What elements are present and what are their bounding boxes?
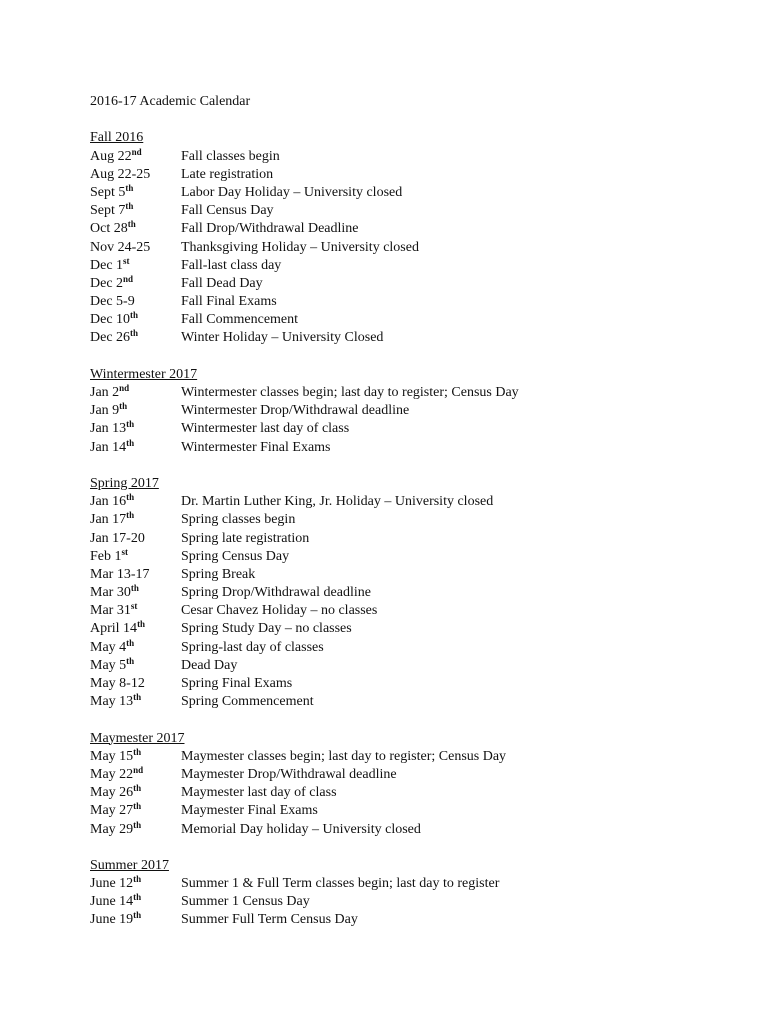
- row-event: Thanksgiving Holiday – University closed: [181, 239, 419, 255]
- row-date: Nov 24-25: [90, 239, 151, 255]
- row-event: Winter Holiday – University Closed: [181, 330, 384, 346]
- row-event: Fall-last class day: [181, 257, 282, 273]
- row-event: Summer 1 Census Day: [181, 894, 310, 910]
- section-heading: Spring 2017: [90, 475, 159, 491]
- row-event: Spring Study Day – no classes: [181, 621, 352, 637]
- row-date: Jan 9th: [90, 401, 128, 419]
- section-heading: Fall 2016: [90, 130, 144, 146]
- calendar-row: [90, 439, 730, 457]
- row-event: Labor Day Holiday – University closed: [181, 184, 403, 200]
- row-date: Dec 1st: [90, 255, 130, 273]
- row-event: Fall Commencement: [181, 312, 299, 328]
- calendar-row: [90, 402, 730, 420]
- calendar-row: [90, 202, 730, 220]
- row-event: Spring-last day of classes: [181, 639, 324, 655]
- row-date: Sept 7th: [90, 201, 134, 219]
- section-spring-2017: [90, 475, 730, 711]
- row-event: Maymester Final Exams: [181, 803, 318, 819]
- row-date: Mar 31st: [90, 601, 138, 619]
- row-event: Spring classes begin: [181, 512, 296, 528]
- row-date: Dec 26th: [90, 328, 139, 346]
- document-title: 2016-17 Academic Calendar: [90, 94, 251, 109]
- calendar-row: [90, 311, 730, 329]
- row-event: Spring Final Exams: [181, 676, 293, 691]
- calendar-row: [90, 875, 730, 893]
- row-event: Wintermester Drop/Withdrawal deadline: [181, 403, 410, 419]
- row-date: May 29th: [90, 819, 142, 837]
- row-event: Spring Commencement: [181, 694, 314, 710]
- calendar-row: [90, 784, 730, 802]
- calendar-row: [90, 748, 730, 766]
- calendar-row: [90, 166, 730, 184]
- row-date: Dec 5-9: [90, 294, 135, 310]
- row-date: Jan 2nd: [90, 383, 130, 400]
- calendar-row: [90, 548, 730, 566]
- row-event: Spring late registration: [181, 530, 310, 546]
- calendar-row: [90, 184, 730, 202]
- row-event: Dr. Martin Luther King, Jr. Holiday – University closed: [181, 494, 494, 510]
- row-event: Fall Final Exams: [181, 294, 277, 310]
- calendar-row: [90, 148, 730, 166]
- row-event: Wintermester classes begin; last day to register; Census Day: [181, 385, 519, 400]
- calendar-row: [90, 675, 730, 693]
- row-event: Summer Full Term Census Day: [181, 912, 358, 928]
- row-date: May 5th: [90, 655, 135, 673]
- row-date: Oct 28th: [90, 219, 136, 237]
- calendar-row: [90, 530, 730, 548]
- calendar-row: [90, 602, 730, 620]
- row-event: Fall Dead Day: [181, 275, 263, 291]
- row-event: Spring Drop/Withdrawal deadline: [181, 585, 371, 601]
- row-date: Jan 13th: [90, 419, 135, 437]
- section-summer-2017: [90, 857, 730, 930]
- calendar-row: [90, 257, 730, 275]
- row-event: Memorial Day holiday – University closed: [181, 821, 421, 837]
- calendar-row: [90, 657, 730, 675]
- calendar-row: [90, 275, 730, 293]
- row-date: Jan 17-20: [90, 530, 145, 546]
- row-event: Fall Drop/Withdrawal Deadline: [181, 221, 359, 237]
- calendar-row: [90, 329, 730, 347]
- section-wintermester-2017: [90, 366, 730, 457]
- row-event: Cesar Chavez Holiday – no classes: [181, 603, 378, 619]
- row-event: Fall classes begin: [181, 148, 280, 164]
- row-event: Maymester classes begin; last day to register; Census Day: [181, 748, 507, 764]
- section-heading: Summer 2017: [90, 857, 169, 873]
- section-maymester-2017: [90, 730, 730, 839]
- calendar-row: [90, 893, 730, 911]
- row-date: Jan 17th: [90, 510, 135, 528]
- row-date: Mar 30th: [90, 583, 139, 601]
- row-date: June 19th: [90, 910, 142, 928]
- row-date: May 8-12: [90, 676, 145, 691]
- calendar-row: [90, 693, 730, 711]
- calendar-row: [90, 802, 730, 820]
- row-event: Dead Day: [181, 657, 238, 673]
- calendar-row: [90, 220, 730, 238]
- row-event: Wintermester Final Exams: [181, 439, 331, 455]
- calendar-row: [90, 639, 730, 657]
- row-date: June 14th: [90, 892, 142, 910]
- row-date: Dec 10th: [90, 310, 139, 328]
- calendar-row: [90, 620, 730, 638]
- row-date: May 22nd: [90, 764, 144, 782]
- row-date: Aug 22-25: [90, 166, 151, 182]
- row-event: Maymester last day of class: [181, 785, 337, 801]
- calendar-document: [90, 93, 730, 948]
- row-date: May 15th: [90, 746, 142, 764]
- calendar-row: [90, 766, 730, 784]
- calendar-row: [90, 293, 730, 311]
- row-event: Spring Break: [181, 566, 256, 582]
- calendar-row: [90, 511, 730, 529]
- row-date: Aug 22nd: [90, 146, 142, 164]
- row-date: May 27th: [90, 801, 142, 819]
- calendar-row: [90, 493, 730, 511]
- calendar-row: [90, 584, 730, 602]
- row-date: Dec 2nd: [90, 273, 134, 291]
- row-date: May 4th: [90, 637, 135, 655]
- row-date: Feb 1st: [90, 546, 128, 564]
- calendar-row: [90, 384, 730, 402]
- calendar-row: [90, 566, 730, 584]
- row-event: Maymester Drop/Withdrawal deadline: [181, 766, 397, 782]
- calendar-row: [90, 239, 730, 257]
- section-fall-2016: [90, 129, 730, 347]
- row-event: Wintermester last day of class: [181, 421, 350, 437]
- calendar-row: [90, 911, 730, 929]
- row-date: Sept 5th: [90, 182, 134, 200]
- row-date: May 26th: [90, 783, 142, 801]
- row-date: Jan 14th: [90, 437, 135, 455]
- row-event: Late registration: [181, 166, 274, 182]
- section-heading: Maymester 2017: [90, 730, 185, 746]
- row-date: May 13th: [90, 692, 142, 710]
- row-date: Mar 13-17: [90, 566, 150, 582]
- section-heading: Wintermester 2017: [90, 366, 198, 382]
- calendar-row: [90, 420, 730, 438]
- row-event: Spring Census Day: [181, 548, 290, 564]
- row-date: Jan 16th: [90, 492, 135, 510]
- calendar-row: [90, 821, 730, 839]
- row-event: Fall Census Day: [181, 203, 274, 219]
- row-date: April 14th: [90, 619, 146, 637]
- row-event: Summer 1 & Full Term classes begin; last day to register: [181, 876, 500, 892]
- row-date: June 12th: [90, 874, 142, 892]
